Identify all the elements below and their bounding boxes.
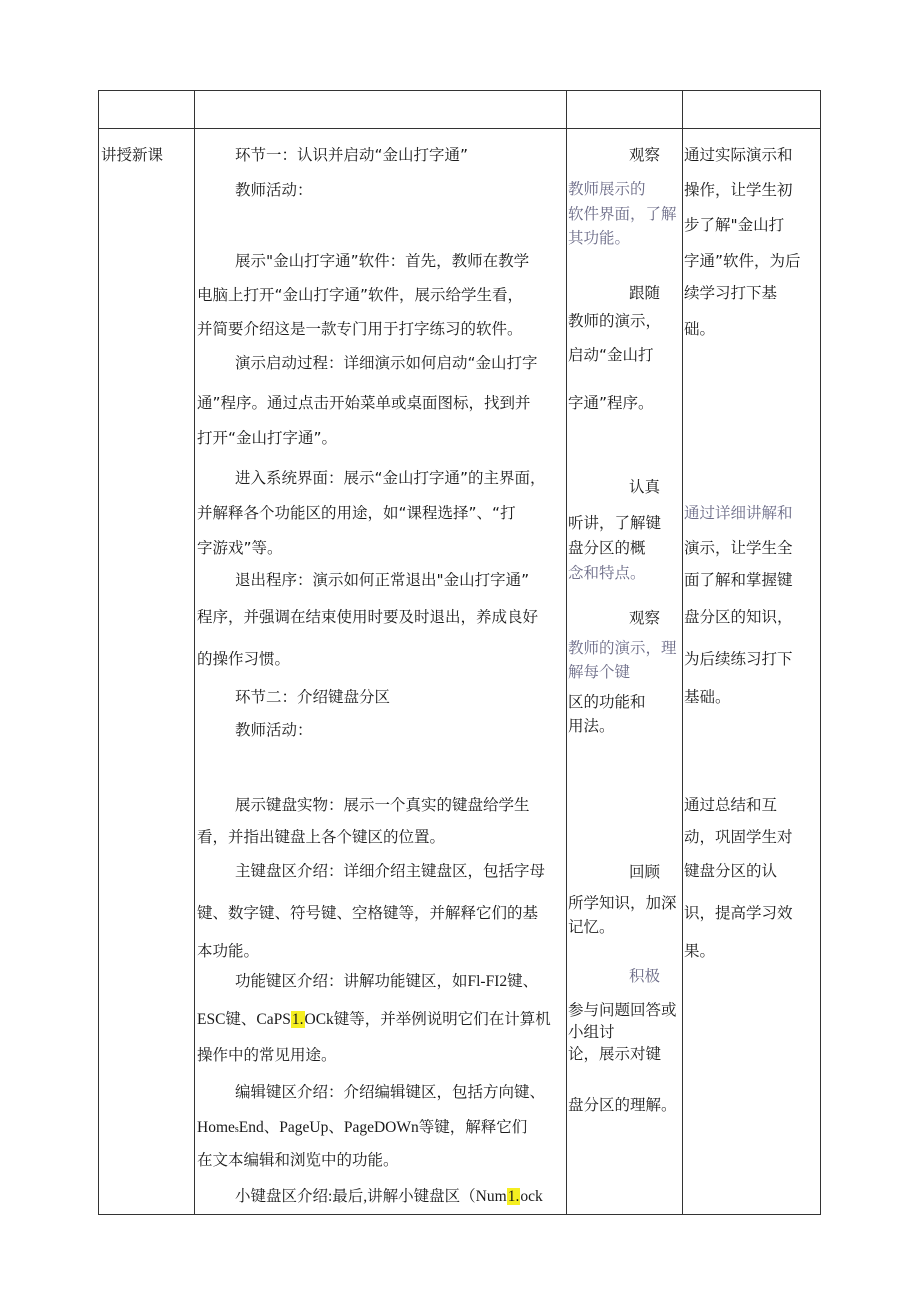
activity-heading: 认真: [629, 478, 661, 496]
activity-line: 论，展示对键: [568, 1045, 662, 1063]
content-line: 通”程序。通过点击开始菜单或桌面图标，找到并: [197, 394, 531, 412]
content-fragment: ESC键、CaPS: [197, 1011, 291, 1028]
intent-line: 为后续练习打下: [684, 650, 793, 668]
content-fragment: End、PageUp、PageDOWn等键，解释它们: [238, 1119, 528, 1136]
highlighted-text: 1.: [291, 1011, 304, 1028]
content-line: [197, 1118, 527, 1140]
activity-line: 其功能。: [568, 229, 631, 247]
activity-line: 字通”程序。: [568, 394, 654, 412]
activity-line: 盘分区的理解。: [568, 1096, 677, 1114]
content-line: 演示启动过程：详细演示如何启动“金山打字: [235, 354, 538, 372]
column-divider: [566, 91, 567, 1214]
teacher-activity-label: 教师活动：: [235, 721, 313, 739]
intent-line: 识，提高学习效: [684, 904, 793, 922]
intent-line: 通过总结和互: [684, 796, 778, 814]
content-fragment: ock: [520, 1188, 543, 1205]
activity-heading: 观察: [629, 146, 661, 164]
content-line: 编辑键区介绍：介绍编辑键区，包括方向键、: [235, 1083, 546, 1101]
activity-line: 软件界面，了解: [568, 205, 677, 223]
content-fragment: s: [234, 1124, 239, 1135]
stage-label: 讲授新课: [101, 146, 164, 164]
activity-line: 启动“金山打: [568, 346, 654, 364]
activity-heading: 跟随: [629, 284, 661, 302]
content-line: 在文本编辑和浏览中的功能。: [197, 1151, 399, 1169]
intent-line: 字通”软件，为后: [684, 252, 801, 270]
content-line: 并简要介绍这是一款专门用于打字练习的软件。: [197, 320, 523, 338]
content-line: 展示键盘实物：展示一个真实的键盘给学生: [235, 796, 530, 814]
content-line: 打开“金山打字通”。: [197, 429, 338, 447]
content-fragment: OCk键等，并举例说明它们在计算机: [304, 1011, 551, 1028]
activity-line: 解每个键: [568, 663, 631, 681]
column-divider: [194, 91, 195, 1214]
activity-heading: 积极: [629, 967, 661, 985]
content-line: 操作中的常见用途。: [197, 1046, 337, 1064]
activity-line: 盘分区的概: [568, 539, 646, 557]
activity-line: 参与问题回答或: [568, 1001, 677, 1019]
content-line: 字游戏”等。: [197, 539, 283, 557]
activity-line: 听讲，了解键: [568, 514, 662, 532]
intent-line: 通过详细讲解和: [684, 504, 793, 522]
activity-line: 用法。: [568, 717, 615, 735]
section-heading: 环节一：认识并启动“金山打字通”: [235, 146, 469, 164]
teacher-activity-label: 教师活动：: [235, 181, 313, 199]
highlighted-text: 1.: [507, 1188, 520, 1205]
intent-line: 续学习打下基: [684, 284, 778, 302]
activity-heading: 回顾: [629, 863, 661, 881]
content-line: 电脑上打开“金山打字通”软件，展示给学生看，: [197, 286, 524, 304]
content-line: 的操作习惯。: [197, 650, 291, 668]
content-line: [235, 1187, 543, 1207]
activity-line: 所学知识，加深: [568, 894, 677, 912]
content-fragment: 小键盘区介绍:最后,讲解小键盘区（Num: [235, 1188, 507, 1205]
content-line: 功能键区介绍：讲解功能键区，如Fl-FI2键、: [235, 973, 539, 990]
content-line: 程序，并强调在结束使用时要及时退出，养成良好: [197, 608, 539, 626]
activity-line: 区的功能和: [568, 693, 646, 711]
activity-heading: 观察: [629, 609, 661, 627]
activity-line: 小组讨: [568, 1023, 615, 1041]
activity-line: 记忆。: [568, 918, 615, 936]
intent-line: 演示，让学生全: [684, 539, 793, 557]
intent-line: 步了解"金山打: [684, 216, 785, 234]
activity-line: 教师展示的: [568, 180, 646, 198]
intent-line: 面了解和掌握键: [684, 571, 793, 589]
content-line: 看，并指出键盘上各个键区的位置。: [197, 828, 446, 846]
activity-line: 教师的演示，: [568, 312, 662, 330]
content-line: 并解释各个功能区的用途，如“课程选择”、“打: [197, 504, 516, 522]
row-divider: [99, 128, 820, 129]
intent-line: 基础。: [684, 688, 731, 706]
intent-line: 操作，让学生初: [684, 181, 793, 199]
content-fragment: Home: [197, 1119, 235, 1136]
content-line: 展示"金山打字通”软件：首先，教师在教学: [235, 252, 530, 270]
activity-line: 教师的演示，理: [568, 639, 677, 657]
content-line: 本功能。: [197, 942, 260, 960]
content-line: 进入系统界面：展示“金山打字通”的主界面，: [235, 469, 546, 487]
intent-line: 果。: [684, 942, 716, 960]
content-line: 退出程序：演示如何正常退出"金山打字通”: [235, 571, 530, 589]
content-line: 主键盘区介绍：详细介绍主键盘区，包括字母: [235, 862, 546, 880]
content-line: 键、数字键、符号键、空格键等，并解释它们的基: [197, 904, 539, 922]
intent-line: 础。: [684, 320, 716, 338]
column-divider: [682, 91, 683, 1214]
content-line: [197, 1010, 551, 1030]
activity-line: 念和特点。: [568, 564, 646, 582]
intent-line: 盘分区的知识，: [684, 608, 793, 626]
intent-line: 通过实际演示和: [684, 146, 793, 164]
intent-line: 动，巩固学生对: [684, 828, 793, 846]
section-heading: 环节二：介绍键盘分区: [235, 688, 391, 706]
intent-line: 键盘分区的认: [684, 862, 778, 880]
